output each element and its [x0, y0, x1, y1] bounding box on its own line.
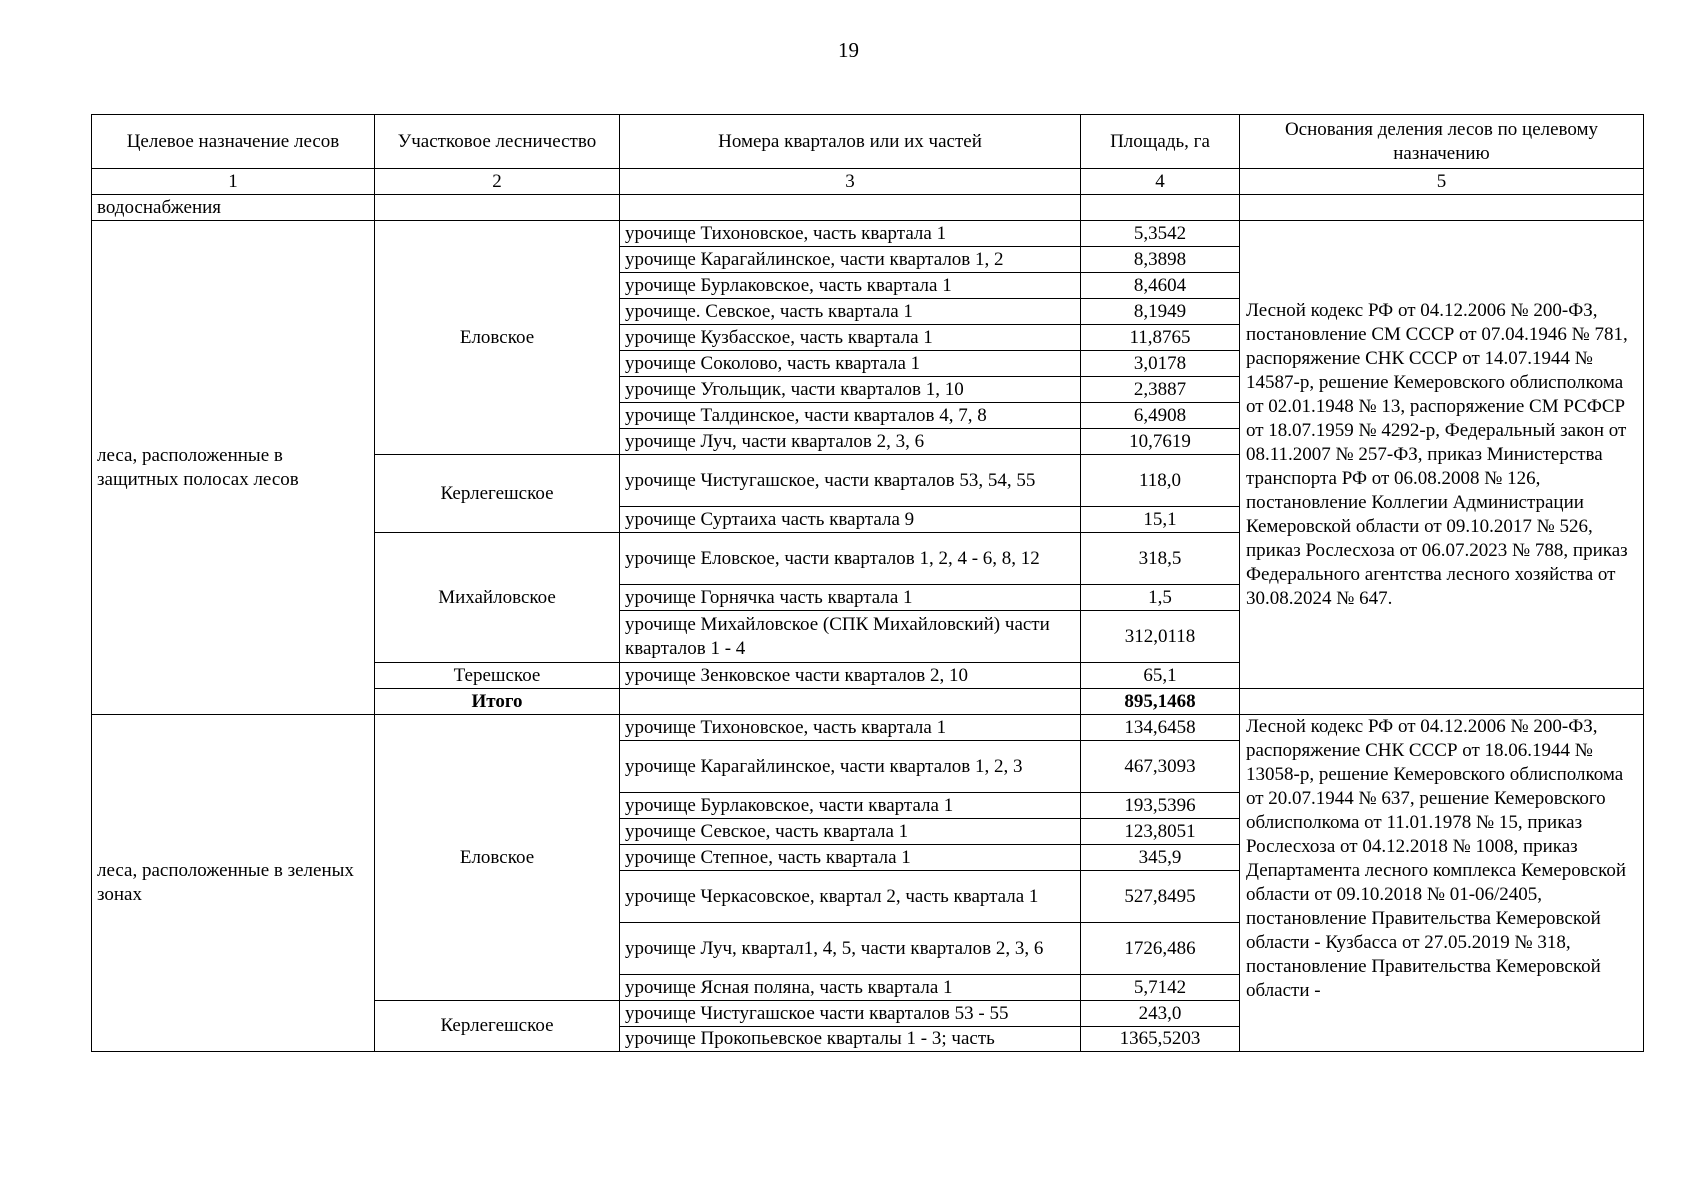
area-cell: 10,7619: [1081, 429, 1240, 455]
quarter-cell: урочище Чистугашское части кварталов 53 - 55: [620, 1001, 1081, 1027]
area-cell: 134,6458: [1081, 715, 1240, 741]
area-cell: 467,3093: [1081, 741, 1240, 793]
area-cell: 193,5396: [1081, 793, 1240, 819]
area-cell: 243,0: [1081, 1001, 1240, 1027]
area-cell: 6,4908: [1081, 403, 1240, 429]
quarter-cell: урочище Горнячка часть квартала 1: [620, 585, 1081, 611]
purpose-protective-strips: леса, расположенные в защитных полосах лесов: [92, 221, 375, 715]
empty-cell: [1240, 689, 1644, 715]
area-cell: 5,3542: [1081, 221, 1240, 247]
header-quarters: Номера кварталов или их частей: [620, 115, 1081, 169]
empty-cell: [375, 195, 620, 221]
purpose-green-zones: леса, расположенные в зеленых зонах: [92, 715, 375, 1052]
empty-cell: [1081, 195, 1240, 221]
page-number: 19: [838, 38, 859, 62]
total-value: 895,1468: [1081, 689, 1240, 715]
area-cell: 123,8051: [1081, 819, 1240, 845]
column-number: 2: [375, 169, 620, 195]
basis-text: Лесной кодекс РФ от 04.12.2006 № 200-ФЗ, распоряжение СНК СССР от 18.06.1944 № 13058-р, решение Кемеровского облисполкома от 20.07.1944 № 637, решение Кемеровского облисполкома от 11.01.1978 № 15, приказ Рослесхоза от 04.12.2018 № 1008, приказ Департамента лесного комплекса Кемеровской области от 09.10.2018 № 01-06/2405, постановление Правительства Кемеровской области - Кузбасса от 27.05.2019 № 318, постановление Правительства Кемеровской области -: [1240, 715, 1644, 1052]
forestry-name: Керлегешское: [375, 1001, 620, 1052]
area-cell: 5,7142: [1081, 975, 1240, 1001]
forestry-name: Еловское: [375, 715, 620, 1001]
empty-cell: [620, 689, 1081, 715]
area-cell: 527,8495: [1081, 871, 1240, 923]
table-row: [92, 715, 1644, 741]
quarter-cell: урочище Зенковское части кварталов 2, 10: [620, 663, 1081, 689]
table-row: [92, 221, 1644, 247]
area-cell: 1,5: [1081, 585, 1240, 611]
continuation-row: [92, 195, 1644, 221]
area-cell: 345,9: [1081, 845, 1240, 871]
continuation-text: водоснабжения: [92, 195, 375, 221]
area-cell: 8,4604: [1081, 273, 1240, 299]
area-cell: 65,1: [1081, 663, 1240, 689]
area-cell: 2,3887: [1081, 377, 1240, 403]
header-area: Площадь, га: [1081, 115, 1240, 169]
quarter-cell: урочище Луч, части кварталов 2, 3, 6: [620, 429, 1081, 455]
column-number: 1: [92, 169, 375, 195]
column-number: 3: [620, 169, 1081, 195]
quarter-cell: урочище Бурлаковское, часть квартала 1: [620, 273, 1081, 299]
quarter-cell: урочище Талдинское, части кварталов 4, 7, 8: [620, 403, 1081, 429]
forestry-name: Керлегешское: [375, 455, 620, 533]
area-cell: 8,3898: [1081, 247, 1240, 273]
quarter-cell: урочище Прокопьевское кварталы 1 - 3; часть: [620, 1027, 1081, 1052]
total-label: Итого: [375, 689, 620, 715]
quarter-cell: урочище Тихоновское, часть квартала 1: [620, 221, 1081, 247]
quarter-cell: урочище Тихоновское, часть квартала 1: [620, 715, 1081, 741]
column-number: 4: [1081, 169, 1240, 195]
quarter-cell: урочище Карагайлинское, части кварталов 1, 2, 3: [620, 741, 1081, 793]
quarter-cell: урочище Черкасовское, квартал 2, часть квартала 1: [620, 871, 1081, 923]
quarter-cell: урочище Соколово, часть квартала 1: [620, 351, 1081, 377]
quarter-cell: урочище Кузбасское, часть квартала 1: [620, 325, 1081, 351]
area-cell: 15,1: [1081, 507, 1240, 533]
quarter-cell: урочище Чистугашское, части кварталов 53, 54, 55: [620, 455, 1081, 507]
area-cell: 3,0178: [1081, 351, 1240, 377]
column-number: 5: [1240, 169, 1644, 195]
header-numbers-row: [92, 169, 1644, 195]
empty-cell: [1240, 195, 1644, 221]
quarter-cell: урочище Суртаиха часть квартала 9: [620, 507, 1081, 533]
area-cell: 8,1949: [1081, 299, 1240, 325]
quarter-cell: урочище Михайловское (СПК Михайловский) части кварталов 1 - 4: [620, 611, 1081, 663]
quarter-cell: урочище Севское, часть квартала 1: [620, 819, 1081, 845]
area-cell: 318,5: [1081, 533, 1240, 585]
quarter-cell: урочище. Севское, часть квартала 1: [620, 299, 1081, 325]
area-cell: 1726,486: [1081, 923, 1240, 975]
header-purpose: Целевое назначение лесов: [92, 115, 375, 169]
area-cell: 312,0118: [1081, 611, 1240, 663]
quarter-cell: урочище Степное, часть квартала 1: [620, 845, 1081, 871]
quarter-cell: урочище Карагайлинское, части кварталов 1, 2: [620, 247, 1081, 273]
area-cell: 1365,5203: [1081, 1027, 1240, 1052]
header-basis: Основания деления лесов по целевому назначению: [1240, 115, 1644, 169]
area-cell: 11,8765: [1081, 325, 1240, 351]
empty-cell: [620, 195, 1081, 221]
forest-purpose-table: [91, 114, 1644, 1052]
header-row: [92, 115, 1644, 169]
header-forestry: Участковое лесничество: [375, 115, 620, 169]
forestry-name: Еловское: [375, 221, 620, 455]
area-cell: 118,0: [1081, 455, 1240, 507]
quarter-cell: урочище Еловское, части кварталов 1, 2, 4 - 6, 8, 12: [620, 533, 1081, 585]
quarter-cell: урочище Луч, квартал1, 4, 5, части кварталов 2, 3, 6: [620, 923, 1081, 975]
forestry-name: Терешское: [375, 663, 620, 689]
quarter-cell: урочище Угольщик, части кварталов 1, 10: [620, 377, 1081, 403]
quarter-cell: урочище Бурлаковское, части квартала 1: [620, 793, 1081, 819]
quarter-cell: урочище Ясная поляна, часть квартала 1: [620, 975, 1081, 1001]
basis-text: Лесной кодекс РФ от 04.12.2006 № 200-ФЗ, постановление СМ СССР от 07.04.1946 № 781, распоряжение СНК СССР от 14.07.1944 № 14587-р, решение Кемеровского облисполкома от 02.01.1948 № 13, распоряжение СМ РСФСР от 18.07.1959 № 4292-р, Федеральный закон от 08.11.2007 № 257-ФЗ, приказ Министерства транспорта РФ от 06.08.2008 № 126, постановление Коллегии Администрации Кемеровской области от 09.10.2017 № 526, приказ Рослесхоза от 06.07.2023 № 788, приказ Федерального агентства лесного хозяйства от 30.08.2024 № 647.: [1240, 221, 1644, 689]
forestry-name: Михайловское: [375, 533, 620, 663]
